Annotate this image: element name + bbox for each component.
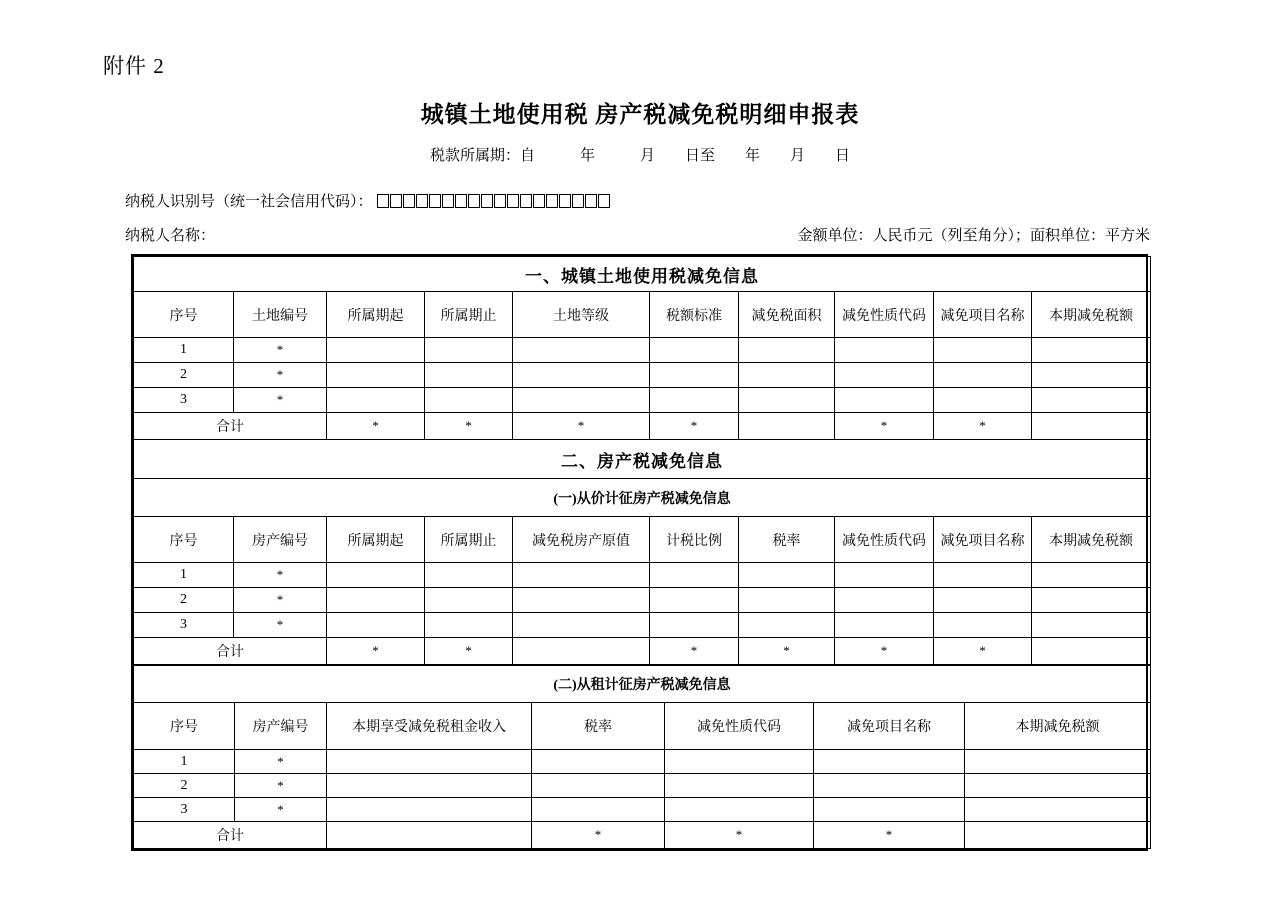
total-cell: * (425, 638, 513, 665)
table-cell (739, 588, 835, 613)
id-box (403, 194, 415, 208)
column-header: 计税比例 (650, 517, 739, 563)
table-cell (1032, 388, 1151, 413)
table-cell (835, 613, 934, 638)
attachment-label: 附件 2 (103, 54, 165, 78)
total-cell (739, 413, 835, 440)
table-row (134, 563, 1151, 588)
total-cell: * (513, 413, 650, 440)
section2-sub1-title-row (134, 479, 1151, 517)
table-cell (327, 613, 425, 638)
table-cell (650, 613, 739, 638)
table-cell: * (234, 563, 327, 588)
column-header: 减免税房产原值 (513, 517, 650, 563)
table-cell: * (234, 588, 327, 613)
section1-total-row (134, 413, 1151, 440)
table-cell (934, 363, 1032, 388)
section1-title-row (134, 257, 1151, 292)
table-row (134, 338, 1151, 363)
column-header: 房产编号 (235, 703, 327, 750)
table-cell (425, 588, 513, 613)
table-cell (513, 563, 650, 588)
total-cell (1032, 413, 1151, 440)
taxpayer-id-row (125, 190, 1150, 211)
column-header: 本期减免税额 (1032, 517, 1151, 563)
row-index-cell: 2 (134, 363, 234, 388)
total-cell: * (425, 413, 513, 440)
table-row (134, 613, 1151, 638)
table-cell (934, 338, 1032, 363)
total-cell: * (934, 413, 1032, 440)
column-header: 土地编号 (234, 292, 327, 338)
table-row (134, 363, 1151, 388)
table-cell (327, 588, 425, 613)
column-header: 减免性质代码 (665, 703, 814, 750)
section2-title: 二、房产税减免信息 (134, 440, 1151, 479)
total-cell: * (835, 638, 934, 665)
table-row (134, 588, 1151, 613)
id-box (429, 194, 441, 208)
table-cell (1032, 613, 1151, 638)
table-cell (425, 338, 513, 363)
total-cell (1032, 638, 1151, 665)
table-cell (965, 798, 1151, 822)
table-cell (425, 388, 513, 413)
table-cell: * (235, 774, 327, 798)
table-cell: * (235, 798, 327, 822)
table-cell (814, 798, 965, 822)
section1-title: 一、城镇土地使用税减免信息 (134, 257, 1151, 292)
total-cell: * (739, 638, 835, 665)
column-header: 本期减免税额 (965, 703, 1151, 750)
section2-sub1-header-row (134, 517, 1151, 563)
id-box (598, 194, 610, 208)
total-cell (327, 822, 532, 849)
total-cell: * (327, 413, 425, 440)
table-cell (739, 563, 835, 588)
table-cell (934, 588, 1032, 613)
table-cell (1032, 338, 1151, 363)
table-cell (327, 338, 425, 363)
total-cell: * (650, 413, 739, 440)
units-note: 金额单位：人民币元（列至角分）；面积单位：平方米 (797, 228, 1150, 244)
table-cell (739, 388, 835, 413)
id-box (442, 194, 454, 208)
table-cell (835, 338, 934, 363)
total-label: 合计 (134, 822, 327, 849)
table-cell: * (234, 338, 327, 363)
table-cell (835, 588, 934, 613)
column-header: 所属期起 (327, 517, 425, 563)
table-row (134, 388, 1151, 413)
section2-sub1-total-row (134, 638, 1151, 665)
table-cell (650, 363, 739, 388)
declaration-form-table (131, 254, 1148, 851)
table-cell (739, 363, 835, 388)
total-label: 合计 (134, 638, 327, 665)
total-label: 合计 (134, 413, 327, 440)
table-cell (513, 613, 650, 638)
column-header: 减免项目名称 (814, 703, 965, 750)
table-cell: * (234, 363, 327, 388)
total-cell: * (650, 638, 739, 665)
row-index-cell: 2 (134, 774, 235, 798)
table-cell (665, 774, 814, 798)
section2-sub2-title: (二)从租计征房产税减免信息 (134, 666, 1151, 703)
table-cell (739, 338, 835, 363)
column-header: 土地等级 (513, 292, 650, 338)
table-cell (665, 750, 814, 774)
column-header: 房产编号 (234, 517, 327, 563)
column-header: 序号 (134, 517, 234, 563)
total-cell: * (532, 822, 665, 849)
row-index-cell: 3 (134, 613, 234, 638)
table-row (134, 774, 1151, 798)
table-cell (1032, 563, 1151, 588)
column-header: 税率 (739, 517, 835, 563)
row-index-cell: 1 (134, 338, 234, 363)
table-cell (327, 388, 425, 413)
section2-sub2-total-row (134, 822, 1151, 849)
table-cell: * (234, 613, 327, 638)
taxpayer-name-row (125, 224, 1150, 245)
section2-sub2-title-row (134, 666, 1151, 703)
table-cell (425, 563, 513, 588)
total-cell (965, 822, 1151, 849)
id-box (416, 194, 428, 208)
id-box (455, 194, 467, 208)
table-cell (513, 338, 650, 363)
taxpayer-id-boxes (377, 194, 611, 208)
total-cell (513, 638, 650, 665)
table-cell (934, 563, 1032, 588)
table-cell (739, 613, 835, 638)
table-cell (814, 750, 965, 774)
column-header: 减免性质代码 (835, 517, 934, 563)
section2-sub1-title: (一)从价计征房产税减免信息 (134, 479, 1151, 517)
table-cell (513, 363, 650, 388)
column-header: 本期享受减免税租金收入 (327, 703, 532, 750)
id-box (533, 194, 545, 208)
table-cell (835, 363, 934, 388)
row-index-cell: 3 (134, 388, 234, 413)
table-cell (650, 338, 739, 363)
id-box (481, 194, 493, 208)
table-cell (965, 750, 1151, 774)
column-header: 减免项目名称 (934, 517, 1032, 563)
id-box (468, 194, 480, 208)
table-cell (965, 774, 1151, 798)
table-cell (934, 388, 1032, 413)
id-box (377, 194, 389, 208)
column-header: 所属期止 (425, 292, 513, 338)
row-index-cell: 1 (134, 750, 235, 774)
total-cell: * (665, 822, 814, 849)
column-header: 减免性质代码 (835, 292, 934, 338)
taxpayer-id-label: 纳税人识别号（统一社会信用代码）： (125, 194, 373, 210)
table-cell (1032, 363, 1151, 388)
table-cell (814, 774, 965, 798)
table-cell (327, 563, 425, 588)
total-cell: * (327, 638, 425, 665)
table-cell (532, 798, 665, 822)
column-header: 减免项目名称 (934, 292, 1032, 338)
id-box (520, 194, 532, 208)
column-header: 减免税面积 (739, 292, 835, 338)
column-header: 所属期止 (425, 517, 513, 563)
tax-period-line: 税款所属期：自 年 月 日至 年 月 日 (429, 148, 850, 164)
column-header: 所属期起 (327, 292, 425, 338)
table-cell (327, 774, 532, 798)
column-header: 序号 (134, 292, 234, 338)
section1-header-row (134, 292, 1151, 338)
row-index-cell: 1 (134, 563, 234, 588)
row-index-cell: 2 (134, 588, 234, 613)
table-cell (513, 588, 650, 613)
table-cell: * (235, 750, 327, 774)
id-box (494, 194, 506, 208)
table-cell (1032, 588, 1151, 613)
table-cell (835, 563, 934, 588)
table-cell (650, 563, 739, 588)
table-cell: * (234, 388, 327, 413)
total-cell: * (835, 413, 934, 440)
column-header: 序号 (134, 703, 235, 750)
table-cell (934, 613, 1032, 638)
id-box (585, 194, 597, 208)
table-row (134, 798, 1151, 822)
table-cell (835, 388, 934, 413)
table-cell (665, 798, 814, 822)
column-header: 税率 (532, 703, 665, 750)
section2-sub2-header-row (134, 703, 1151, 750)
section2-title-row (134, 440, 1151, 479)
column-header: 本期减免税额 (1032, 292, 1151, 338)
table-cell (327, 798, 532, 822)
table-cell (532, 774, 665, 798)
table-cell (532, 750, 665, 774)
id-box (546, 194, 558, 208)
land-use-tax-table (133, 256, 1151, 665)
taxpayer-name-label: 纳税人名称： (125, 228, 216, 244)
id-box (572, 194, 584, 208)
table-cell (327, 363, 425, 388)
table-cell (425, 363, 513, 388)
table-cell (650, 588, 739, 613)
total-cell: * (934, 638, 1032, 665)
table-cell (425, 613, 513, 638)
row-index-cell: 3 (134, 798, 235, 822)
table-cell (650, 388, 739, 413)
page-title: 城镇土地使用税 房产税减免税明细申报表 (420, 102, 860, 127)
table-cell (513, 388, 650, 413)
table-cell (327, 750, 532, 774)
id-box (390, 194, 402, 208)
rent-based-property-tax-table (133, 665, 1151, 849)
id-box (507, 194, 519, 208)
total-cell: * (814, 822, 965, 849)
table-row (134, 750, 1151, 774)
column-header: 税额标准 (650, 292, 739, 338)
id-box (559, 194, 571, 208)
